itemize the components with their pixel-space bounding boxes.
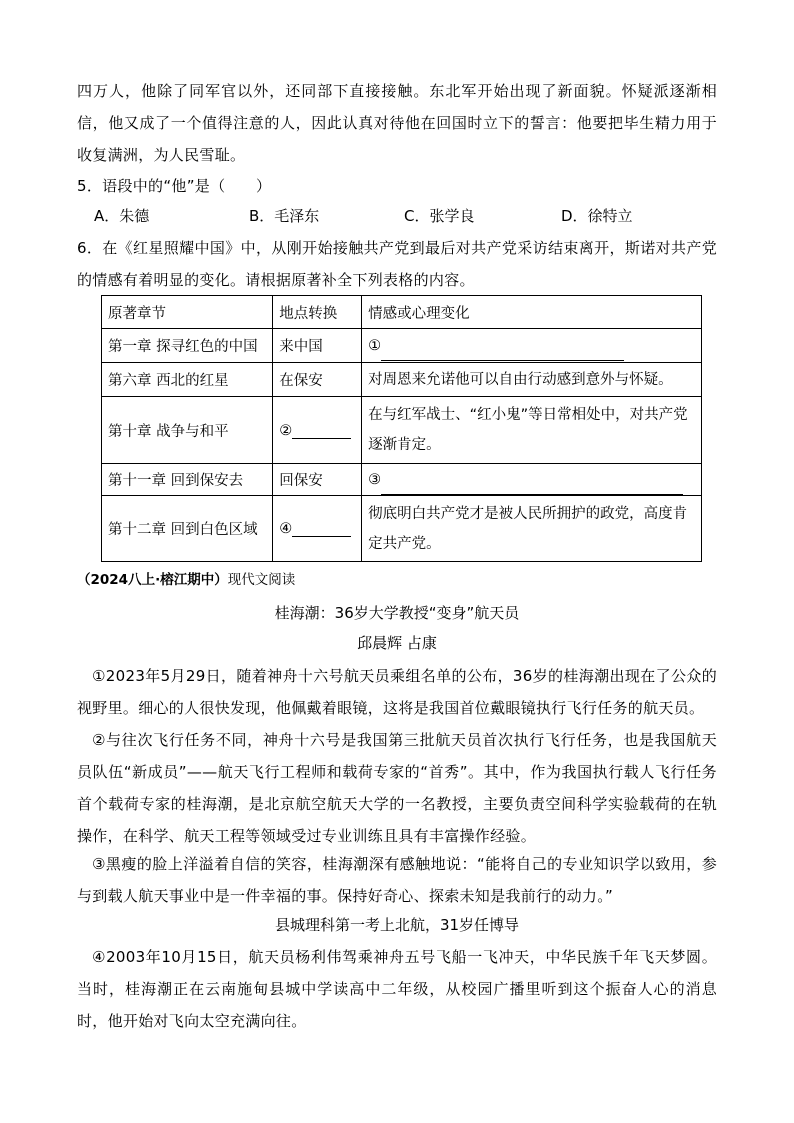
table-cell-chapter: 第十一章 回到保安去 [102,464,273,496]
table-cell-chapter: 第十章 战争与和平 [102,397,273,464]
table-cell-location: 在保安 [273,363,362,397]
option-b: B．毛泽东 [249,207,320,225]
article-subheading: 县城理科第一考上北航，31岁任博导 [274,916,520,934]
question-6-stem: 6．在《红星照耀中国》中，从刚开始接触共产党到最后对共产党采访结束离开，斯诺对共产党的情感有着明显的变化。请根据原著补全下列表格的内容。 [77,239,717,289]
table-cell-emotion: 彻底明白共产党才是被人民所拥护的政党，高度肯定共产党。 [362,496,702,562]
question-5-options [94,201,714,231]
table-cell-location: 回保安 [273,464,362,496]
table-cell-location: 来中国 [273,329,362,363]
emotion-change-table [101,295,702,562]
article-paragraph-4: ④2003年10月15日，航天员杨利伟驾乘神舟五号飞船一飞冲天，中华民族千年飞天梦圆。当时，桂海潮正在云南施甸县城中学读高中二年级，从校园广播里听到这个振奋人心的消息时，他开始对飞向太空充满向往。 [77,948,717,1030]
article-paragraph-2: ②与往次飞行任务不同，神舟十六号是我国第三批航天员首次执行飞行任务，也是我国航天员队伍“新成员”——航天飞行工程师和载荷专家的“首秀”。其中，作为我国执行载人飞行任务首个载荷专家的桂海潮，是北京航空航天大学的一名教授，主要负责空间科学实验载荷的在轨操作，在科学、航天工程等领域受过专业训练且具有丰富操作经验。 [77,731,717,845]
answer-blank-3[interactable]: ③ [362,464,702,496]
answer-blank-2[interactable]: ② [273,397,362,464]
table-row [102,496,702,562]
table-row [102,464,702,496]
option-d: D．徐特立 [561,207,633,225]
answer-blank-1[interactable]: ① [362,329,702,363]
table-cell-chapter: 第六章 西北的红星 [102,363,273,397]
table-row [102,363,702,397]
source-tag: （2024八上·榕江期中） [77,572,228,588]
table-row [102,329,702,363]
header-chapter: 原著章节 [102,296,273,329]
article-authors: 邱晨辉 占康 [357,634,437,652]
header-location: 地点转换 [273,296,362,329]
source-line [77,570,295,590]
header-emotion: 情感或心理变化 [362,296,702,329]
section-label: 现代文阅读 [227,572,296,588]
article-paragraph-1: ①2023年5月29日，随着神舟十六号航天员乘组名单的公布，36岁的桂海潮出现在了公众的视野里。细心的人很快发现，他佩戴着眼镜，这将是我国首位戴眼镜执行飞行任务的航天员。 [77,667,717,717]
question-5-stem: 5．语段中的“他”是（ ） [77,177,272,195]
table-cell-emotion: 对周恩来允诺他可以自由行动感到意外与怀疑。 [362,363,702,397]
option-a: A．朱德 [94,207,150,225]
article-paragraph-3: ③黑瘦的脸上洋溢着自信的笑容，桂海潮深有感触地说：“能将自己的专业知识学以致用，参与到载人航天事业中是一件幸福的事。保持好奇心、探索未知是我前行的动力。” [77,855,717,905]
article-title: 桂海潮：36岁大学教授“变身”航天员 [274,604,520,622]
table-cell-chapter: 第一章 探寻红色的中国 [102,329,273,363]
table-header-row [102,296,702,329]
option-c: C．张学良 [404,207,475,225]
table-cell-chapter: 第十二章 回到白色区域 [102,496,273,562]
intro-paragraph: 四万人，他除了同军官以外，还同部下直接接触。东北军开始出现了新面貌。怀疑派逐渐相信，他又成了一个值得注意的人，因此认真对待他在回国时立下的誓言：他要把毕生精力用于收复满洲，为人民雪耻。 [77,82,717,164]
table-row [102,397,702,464]
table-cell-emotion: 在与红军战士、“红小鬼”等日常相处中，对共产党逐渐肯定。 [362,397,702,464]
answer-blank-4[interactable]: ④ [273,496,362,562]
